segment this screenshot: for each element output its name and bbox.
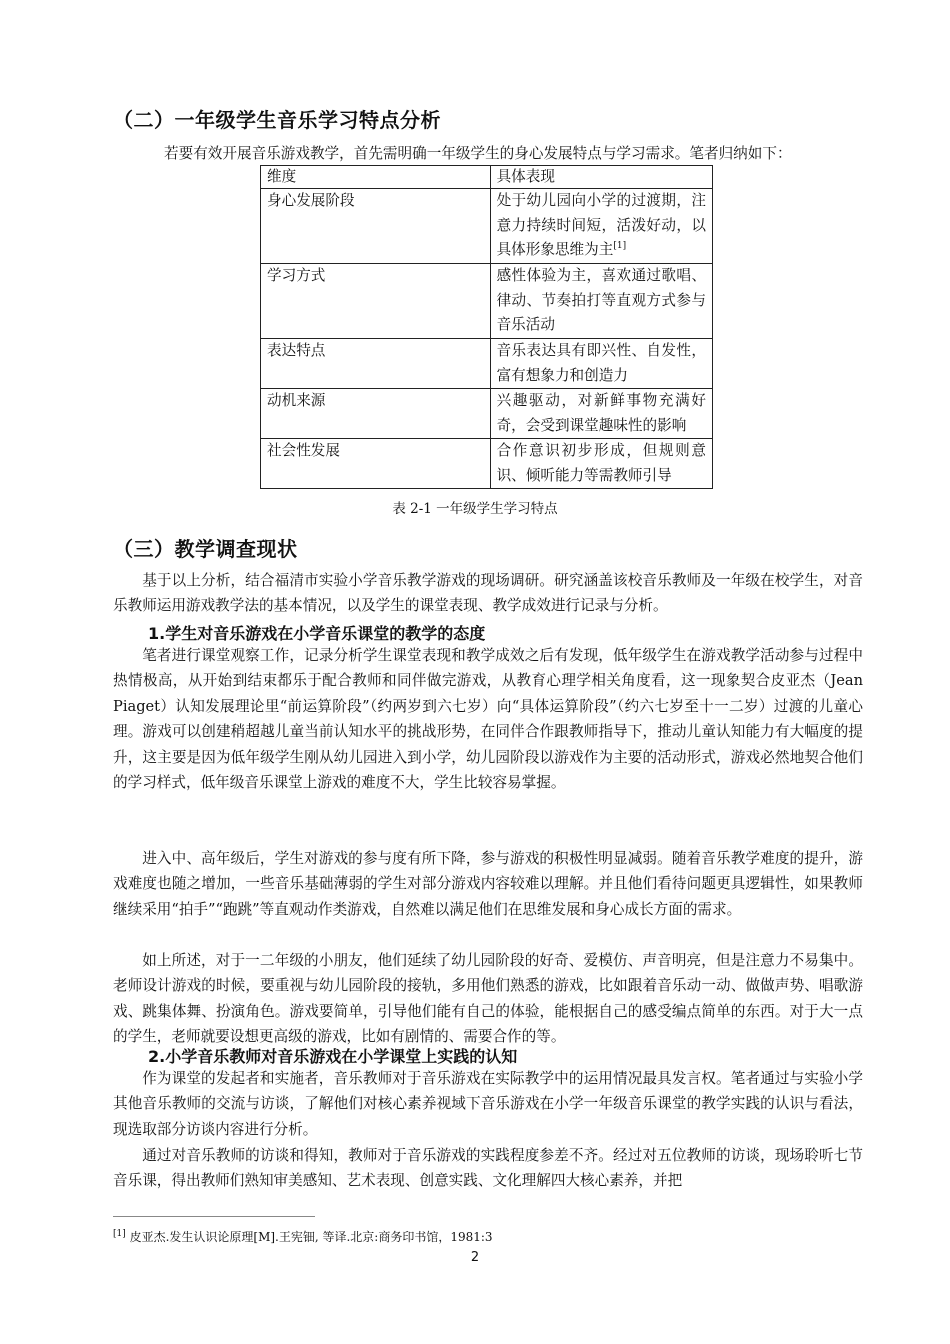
table-cell-dimension: 学习方式 [261,264,491,339]
table-row [261,189,713,264]
footnote-ref: [1] [613,241,627,252]
intro-text: 若要有效开展音乐游戏教学，首先需明确一年级学生的身心发展特点与学习需求。笔者归纳如下： [164,145,792,162]
table-cell-detail-text: 处于幼儿园向小学的过渡期，注意力持续时间短，活泼好动，以具体形象思维为主 [496,192,706,258]
table-header-detail: 具体表现 [490,166,712,189]
paragraph-4: 如上所述，对于一二年级的小朋友，他们延续了幼儿园阶段的好奇、爱模仿、声音明亮，但是注意力不易集中。老师设计游戏的时候，要重视与幼儿园阶段的接轨，多用他们熟悉的游戏，比如跟着音乐动一动、做做声势、唱歌游戏、跳集体舞、扮演角色。游戏要简单，引导他们能有自己的体验，能根据自己的感受编点简单的东西。对于大一点的学生，老师就要设想更高级的游戏，比如有剧情的、需要合作的等。 [113,952,863,1046]
footnote-separator [113,1216,315,1217]
table-header-row [261,166,713,189]
table-cell-detail: 音乐表达具有即兴性、自发性，富有想象力和创造力 [490,339,712,389]
footnote [113,1228,493,1245]
section-heading-2: （二）一年级学生音乐学习特点分析 [113,108,441,132]
table-cell-detail: 感性体验为主，喜欢通过歌唱、律动、节奏拍打等直观方式参与音乐活动 [490,264,712,339]
table-row [261,389,713,439]
footnote-mark: [1] [113,1229,126,1239]
table-cell-dimension: 社会性发展 [261,439,491,489]
table-cell-detail [490,189,712,264]
table-header-dimension: 维度 [261,166,491,189]
paragraph-6: 通过对音乐教师的访谈和得知，教师对于音乐游戏的实践程度参差不齐。经过对五位教师的访谈，现场聆听七节音乐课，得出教师们熟知审美感知、艺术表现、创意实践、文化理解四大核心素养，并把 [113,1147,863,1190]
table-cell-dimension: 动机来源 [261,389,491,439]
table-cell-detail: 兴趣驱动，对新鲜事物充满好奇，会受到课堂趣味性的影响 [490,389,712,439]
table-cell-dimension: 身心发展阶段 [261,189,491,264]
section-heading-3: （三）教学调查现状 [113,537,298,561]
table-cell-detail: 合作意识初步形成，但规则意识、倾听能力等需教师引导 [490,439,712,489]
table-caption: 表 2-1 一年级学生学习特点 [392,501,558,517]
paragraph-5: 作为课堂的发起者和实施者，音乐教师对于音乐游戏在实际教学中的运用情况最具发言权。笔者通过与实验小学其他音乐教师的交流与访谈，了解他们对核心素养视域下音乐游戏在小学一年级音乐课堂的教学实践的认识与看法，现选取部分访谈内容进行分析。 [113,1070,863,1138]
table-row [261,439,713,489]
subsection-heading-2: 2.小学音乐教师对音乐游戏在小学课堂上实践的认知 [148,1047,518,1066]
characteristics-table [260,165,713,489]
paragraph-2: 笔者进行课堂观察工作，记录分析学生课堂表现和教学成效之后有发现，低年级学生在游戏教学活动参与过程中热情极高，从开始到结束都乐于配合教师和同伴做完游戏，从教育心理学相关角度看，这一现象契合皮亚杰（Jean Piaget）认知发展理论里“前运算阶段”（约两岁到六七岁）向“具体运算阶段”（约六七岁至十一二岁）过渡的儿童心理。游戏可以创建稍超越儿童当前认知水平的挑战形势，在同伴合作跟教师指导下，推动儿童认知能力有大幅度的提升，这主要是因为低年级学生刚从幼儿园进入到小学，幼儿园阶段以游戏作为主要的活动形式，游戏必然地契合他们的学习样式，低年级音乐课堂上游戏的难度不大，学生比较容易掌握。 [113,647,863,792]
paragraph-3: 进入中、高年级后，学生对游戏的参与度有所下降，参与游戏的积极性明显减弱。随着音乐教学难度的提升，游戏难度也随之增加，一些音乐基础薄弱的学生对部分游戏内容较难以理解。并且他们看待问题更具逻辑性，如果教师继续采用“拍手”“跑跳”等直观动作类游戏，自然难以满足他们在思维发展和身心成长方面的需求。 [113,850,863,918]
footnote-text: 皮亚杰.发生认识论原理[M].王宪钿, 等译.北京:商务印书馆，1981:3 [129,1230,493,1244]
table-row [261,339,713,389]
subsection-heading-1: 1.学生对音乐游戏在小学音乐课堂的教学的态度 [148,624,486,643]
paragraph-1: 基于以上分析，结合福清市实验小学音乐教学游戏的现场调研。研究涵盖该校音乐教师及一年级在校学生，对音乐教师运用游戏教学法的基本情况，以及学生的课堂表现、教学成效进行记录与分析。 [113,572,863,615]
table-cell-dimension: 表达特点 [261,339,491,389]
table-row [261,264,713,339]
page-number: 2 [470,1250,480,1265]
